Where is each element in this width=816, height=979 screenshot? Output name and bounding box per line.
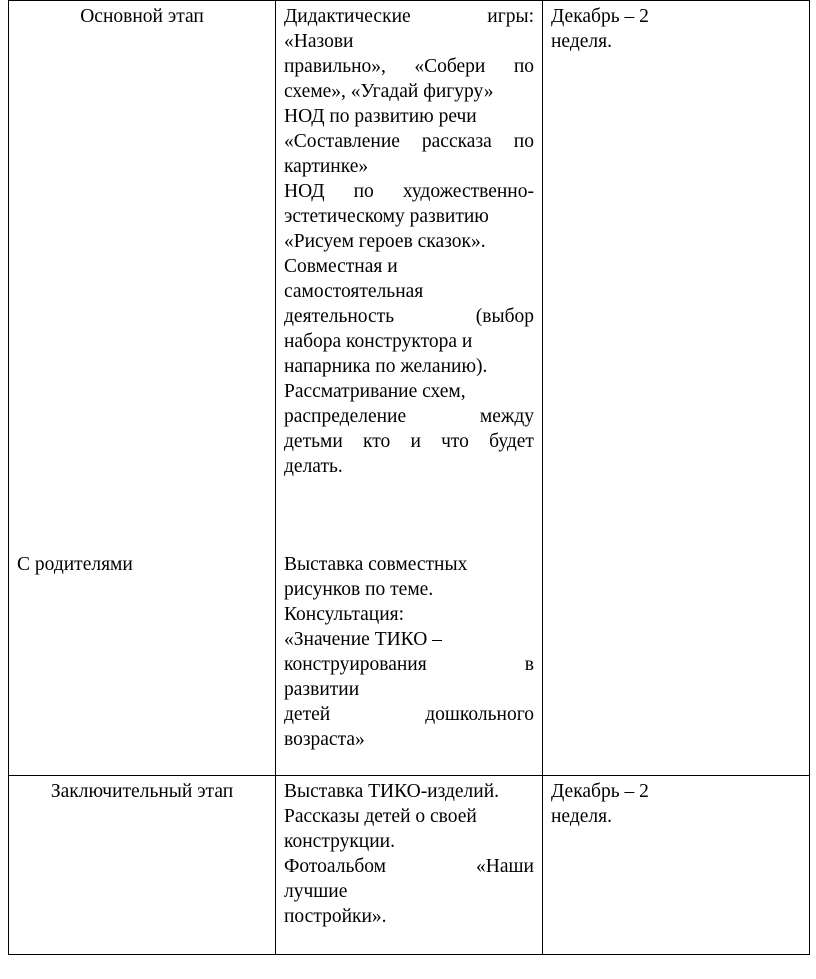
text-line: Выставка совместных <box>284 554 468 575</box>
text-word: по <box>513 56 534 77</box>
text-line <box>284 404 534 429</box>
text-line: эстетическому развитию <box>284 206 489 227</box>
text-line <box>284 652 534 677</box>
parents-text <box>284 552 534 752</box>
parents-label: С родителями <box>17 554 133 575</box>
table-row <box>9 776 810 955</box>
text-word: детьми <box>284 431 343 452</box>
text-line: «Рисуем героев сказок». <box>284 231 486 252</box>
text-line: лучшие <box>284 881 348 902</box>
text-line: неделя. <box>551 31 612 52</box>
text-line: картинке» <box>284 156 369 177</box>
text-line: Совместная и <box>284 256 398 277</box>
text-line <box>284 54 534 79</box>
text-line: делать. <box>284 456 343 477</box>
text-word: Дидактические <box>284 6 411 27</box>
text-word: «Собери <box>414 56 486 77</box>
stage-cell <box>9 1 276 776</box>
text-word: и <box>410 431 421 452</box>
text-word: между <box>479 406 534 427</box>
text-line: рисунков по теме. <box>284 579 434 600</box>
text-word: конструирования <box>284 654 427 675</box>
text-word: распределение <box>284 406 407 427</box>
content-cell <box>276 1 543 776</box>
text-line: Консультация: <box>284 604 405 625</box>
text-line: конструкции. <box>284 831 395 852</box>
text-word: художественно- <box>402 181 534 202</box>
text-word: «Составление <box>284 131 400 152</box>
text-word: рассказа <box>421 131 492 152</box>
text-word: детей <box>284 704 331 725</box>
text-word: правильно», <box>284 56 386 77</box>
text-line <box>284 854 534 879</box>
text-line: развитии <box>284 679 360 700</box>
text-line <box>284 304 534 329</box>
date-text <box>551 779 649 829</box>
text-line <box>284 179 534 204</box>
text-line: Рассказы детей о своей <box>284 806 477 827</box>
text-line: НОД по развитию речи <box>284 106 477 127</box>
text-line: «Значение ТИКО – <box>284 629 442 650</box>
text-line: Декабрь – 2 <box>551 781 649 802</box>
text-line <box>284 4 534 29</box>
stage-cell <box>9 776 276 955</box>
text-line: Декабрь – 2 <box>551 6 649 27</box>
text-line: неделя. <box>551 806 612 827</box>
text-line: Рассматривание схем, <box>284 381 466 402</box>
text-line: напарника по желанию). <box>284 356 488 377</box>
plan-table <box>8 0 810 955</box>
text-line <box>284 702 534 727</box>
text-word: по <box>353 181 374 202</box>
text-word: что <box>441 431 469 452</box>
text-word: «Наши <box>476 856 534 877</box>
text-line: самостоятельная <box>284 281 424 302</box>
text-word: (выбор <box>475 306 534 327</box>
text-word: деятельность <box>284 306 395 327</box>
text-word: НОД <box>284 181 325 202</box>
date-text <box>551 4 649 54</box>
text-line: Выставка ТИКО-изделий. <box>284 781 500 802</box>
date-cell <box>543 776 810 955</box>
stage-label: Основной этап <box>80 6 204 27</box>
final-activities-text <box>284 779 534 929</box>
text-line: схеме», «Угадай фигуру» <box>284 81 494 102</box>
content-cell <box>276 776 543 955</box>
text-word: будет <box>489 431 534 452</box>
table-row <box>9 1 810 776</box>
text-word: кто <box>363 431 391 452</box>
text-line <box>284 429 534 454</box>
text-line: набора конструктора и <box>284 331 473 352</box>
text-word: Фотоальбом <box>284 856 387 877</box>
text-word: игры: <box>487 6 534 27</box>
text-line: «Назови <box>284 31 354 52</box>
text-word: дошкольного <box>425 704 534 725</box>
text-line: постройки». <box>284 906 387 927</box>
text-line: возраста» <box>284 729 365 750</box>
date-cell <box>543 1 810 776</box>
stage-label: Заключительный этап <box>50 781 234 802</box>
activities-text <box>284 4 534 479</box>
text-line <box>284 129 534 154</box>
text-word: в <box>524 654 534 675</box>
text-word: по <box>513 131 534 152</box>
